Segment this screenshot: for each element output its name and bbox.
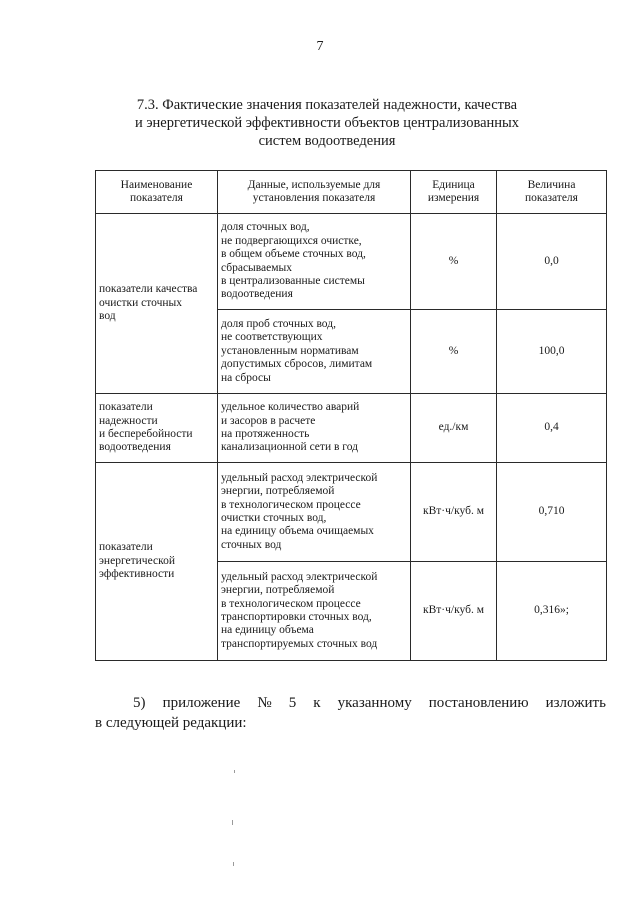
table-header-row — [96, 171, 607, 214]
indicator-value: 0,0 — [497, 214, 607, 310]
indicator-data: удельный расход электрической энергии, потребляемой в технологическом процессе очистки сточных вод, на единицу объема очищаемых сточных вод — [218, 463, 411, 562]
amendment-word: 5) — [133, 695, 146, 711]
indicator-unit: % — [411, 214, 497, 310]
indicator-data: доля сточных вод, не подвергающихся очистке, в общем объеме сточных вод, сбрасываемых в централизованные системы водоотведения — [218, 214, 411, 310]
scan-speck — [232, 820, 233, 825]
table-row — [96, 214, 607, 310]
amendment-word: изложить — [545, 695, 606, 711]
indicator-group-name: показатели качества очистки сточных вод — [96, 214, 218, 394]
indicator-unit: кВт·ч/куб. м — [411, 562, 497, 661]
indicator-data: удельное количество аварий и засоров в расчете на протяженность канализационной сети в год — [218, 394, 411, 463]
scan-speck — [234, 770, 235, 773]
table-row — [96, 463, 607, 562]
section-title-line: и энергетической эффективности объектов централизованных — [134, 115, 520, 131]
indicator-group-name: показатели надежности и бесперебойности водоотведения — [96, 394, 218, 463]
header-unit: Единица измерения — [411, 171, 497, 214]
header-value: Величина показателя — [497, 171, 607, 214]
amendment-line: в следующей редакции: — [95, 715, 247, 731]
indicator-value: 0,710 — [497, 463, 607, 562]
amendment-word: к — [313, 695, 321, 711]
amendment-word: № — [257, 695, 272, 711]
section-title — [120, 96, 534, 150]
indicator-data: удельный расход электрической энергии, потребляемой в технологическом процессе транспортировки сточных вод, на единицу объема транспортируемых сточных вод — [218, 562, 411, 661]
amendment-paragraph — [95, 693, 606, 733]
amendment-line — [95, 693, 606, 713]
indicator-value: 0,316»; — [497, 562, 607, 661]
indicator-unit: % — [411, 310, 497, 394]
indicator-unit: ед./км — [411, 394, 497, 463]
indicator-unit: кВт·ч/куб. м — [411, 463, 497, 562]
amendment-word: 5 — [288, 695, 297, 711]
amendment-word: постановлению — [428, 695, 529, 711]
indicators-table — [95, 170, 607, 661]
amendment-word: приложение — [162, 695, 241, 711]
section-title-line: систем водоотведения — [258, 133, 396, 149]
scan-speck — [233, 862, 234, 866]
indicator-value: 0,4 — [497, 394, 607, 463]
header-name: Наименование показателя — [96, 171, 218, 214]
page-number: 7 — [316, 39, 324, 54]
section-title-line: 7.3. Фактические значения показателей надежности, качества — [136, 97, 518, 113]
indicator-data: доля проб сточных вод, не соответствующих установленным нормативам допустимых сбросов, лимитам на сбросы — [218, 310, 411, 394]
indicator-group-name: показатели энергетической эффективности — [96, 463, 218, 661]
table-row — [96, 394, 607, 463]
indicator-value: 100,0 — [497, 310, 607, 394]
amendment-word: указанному — [337, 695, 412, 711]
header-data: Данные, используемые для установления показателя — [218, 171, 411, 214]
